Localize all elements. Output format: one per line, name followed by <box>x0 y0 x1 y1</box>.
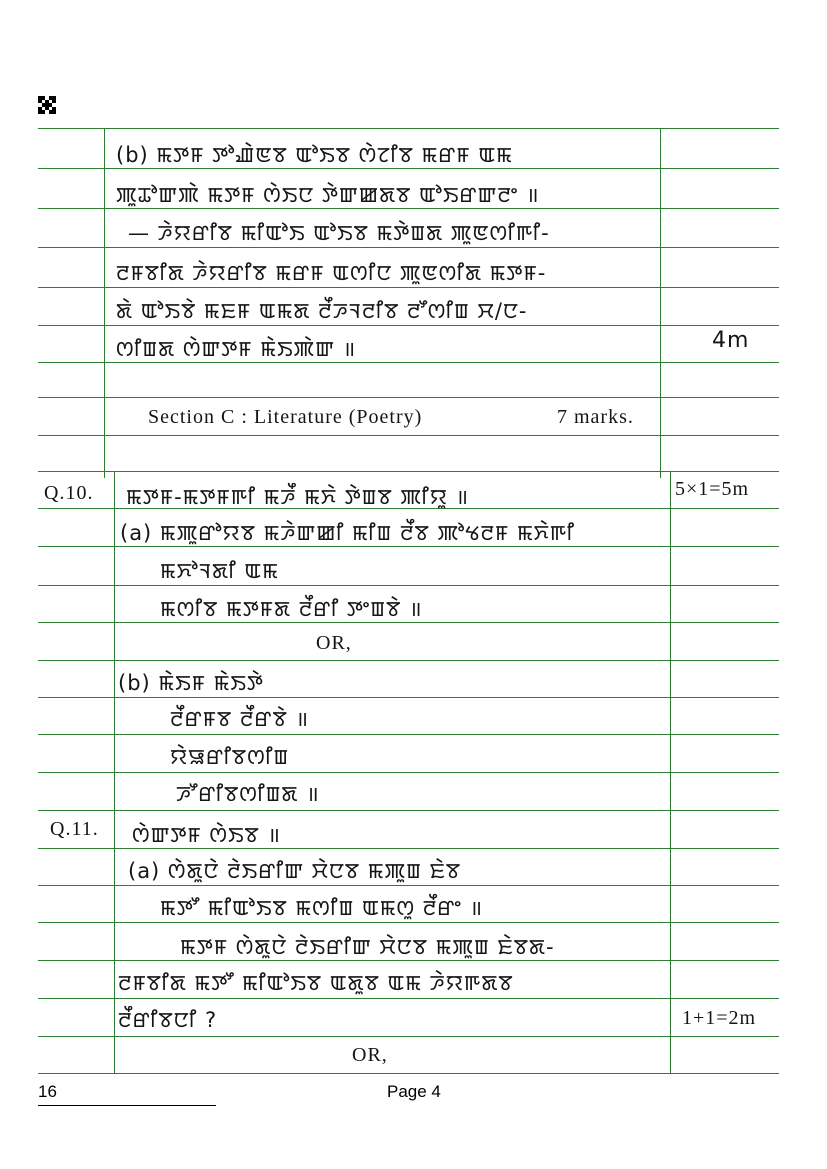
question-text: ꯃꯇꯝ-ꯃꯇꯝꯒꯤ ꯃꯍꯩ ꯃꯈꯥ ꯇꯥꯡꯕ ꯄꯤꯌꯨ ॥ <box>126 485 470 509</box>
marks-label: 4m <box>712 328 750 353</box>
answer-line: ꯂꯩꯔꯝꯕ ꯂꯩꯔꯕꯥ ॥ <box>170 707 310 731</box>
rule-line <box>38 885 779 886</box>
rule-line <box>38 922 779 923</box>
answer-line: ꯂꯝꯕꯤꯗ ꯃꯇꯧ ꯃꯤꯑꯣꯏꯕ ꯑꯗꯨꯕ ꯑꯃ ꯍꯥꯌꯒꯗꯕ <box>118 971 514 995</box>
answer-line: ꯂꯝꯕꯤꯗ ꯍꯥꯌꯔꯤꯕ ꯃꯔꯝ ꯑꯁꯤꯅ ꯄꯨꯟꯁꯤꯗ ꯃꯇꯝ- <box>116 261 547 285</box>
marks-column-line-lower <box>670 471 671 1073</box>
footer-underline <box>38 1105 216 1106</box>
answer-line: ꯍꯧꯔꯤꯕꯁꯤꯡꯗ ॥ <box>176 782 320 806</box>
answer-line: ꯌꯥꯎꯔꯤꯕꯁꯤꯡ <box>170 745 290 769</box>
or-divider: OR, <box>316 632 352 654</box>
answer-line: ꯃꯇꯝ ꯁꯥꯗꯨꯅꯥ ꯂꯥꯏꯔꯤꯛ ꯆꯥꯅꯕ ꯃꯄꯨꯡ ꯐꯥꯕꯗ- <box>180 935 555 959</box>
section-heading: Section C : Literature (Poetry) <box>148 406 423 428</box>
rule-line <box>38 585 779 586</box>
answer-line: ꯂꯩꯔꯤꯕꯅꯤ ? <box>118 1008 218 1032</box>
rule-line <box>38 810 779 811</box>
question-text: ꯁꯥꯛꯇꯝ ꯁꯥꯏꯕ ॥ <box>132 823 281 847</box>
margin-line-lower <box>114 471 115 1073</box>
rule-line <box>38 128 779 129</box>
answer-line: ꯃꯁꯤꯕ ꯃꯇꯝꯗ ꯂꯩꯔꯤ ꯇꯦꯡꯕꯥ ॥ <box>160 597 423 621</box>
answer-line: ꯗꯥ ꯑꯣꯏꯕꯥ ꯃꯐꯝ ꯑꯃꯗ ꯂꯩꯍꯜꯂꯤꯕ ꯂꯧꯁꯤꯡ ꯆ/ꯅ- <box>116 299 528 323</box>
section-marks: 7 marks. <box>557 406 634 428</box>
marks-label: 1+1=2m <box>682 1007 757 1029</box>
rule-line <box>38 697 779 698</box>
rule-line <box>38 660 779 661</box>
rule-line <box>38 734 779 735</box>
answer-line: ꯃꯈꯣꯜꯗꯤ ꯑꯃ <box>160 559 279 583</box>
answer-line: — ꯍꯥꯌꯔꯤꯕ ꯃꯤꯑꯣꯏ ꯑꯣꯏꯕ ꯃꯇꯥꯡꯗ ꯄꯨꯟꯁꯤꯒꯤ- <box>128 221 550 245</box>
margin-line-upper <box>104 128 105 478</box>
rule-line <box>38 772 779 773</box>
answer-line: (a) ꯁꯥꯗꯨꯅꯥ ꯂꯥꯏꯔꯤꯛ ꯆꯥꯅꯕ ꯃꯄꯨꯡ ꯐꯥꯕ <box>128 859 462 883</box>
answer-line: ꯃꯇꯧ ꯃꯤꯑꯣꯏꯕ ꯃꯁꯤꯡ ꯑꯃꯁꯨ ꯂꯩꯔꯦ ॥ <box>160 896 484 920</box>
marks-label: 5×1=5m <box>675 478 750 500</box>
sheet-number: 16 <box>38 1082 57 1101</box>
rule-line <box>38 247 779 248</box>
answer-line: (b) ꯃꯇꯝ ꯇꯣꯉꯥꯟꯕ ꯑꯣꯏꯕ ꯁꯥꯖꯤꯕ ꯃꯔꯝ ꯑꯃ <box>116 143 513 167</box>
rule-line <box>38 325 779 326</box>
rule-line <box>38 1036 779 1037</box>
answer-line: ꯁꯤꯡꯗ ꯁꯥꯛꯇꯝ ꯃꯥꯏꯄꯥꯛ ॥ <box>116 337 357 361</box>
qr-code-icon <box>38 96 56 114</box>
rule-line <box>38 1073 779 1074</box>
rule-line <box>38 397 779 398</box>
rule-line <box>38 435 779 436</box>
rule-line <box>38 287 779 288</box>
page-label: Page 4 <box>387 1082 441 1101</box>
question-number: Q.11. <box>50 818 99 840</box>
rule-line <box>38 471 779 472</box>
answer-line: ꯄꯨꯊꯣꯛꯄꯥ ꯃꯇꯝ ꯁꯥꯏꯅ ꯇꯥꯛꯀꯗꯕ ꯑꯣꯏꯔꯛꯂꯦ ॥ <box>116 183 540 207</box>
answer-line: (b) ꯃꯥꯏꯝ ꯃꯥꯏꯇꯥ <box>118 671 264 695</box>
marks-column-line-upper <box>660 128 661 478</box>
question-number: Q.10. <box>44 482 94 504</box>
answer-line: (a) ꯃꯄꯨꯔꯣꯌꯕ ꯃꯍꯥꯛꯀꯤ ꯃꯤꯡ ꯂꯩꯕ ꯄꯣꯠꯂꯝ ꯃꯈꯥꯒꯤ <box>120 521 575 545</box>
or-divider: OR, <box>352 1044 388 1066</box>
rule-line <box>38 998 779 999</box>
